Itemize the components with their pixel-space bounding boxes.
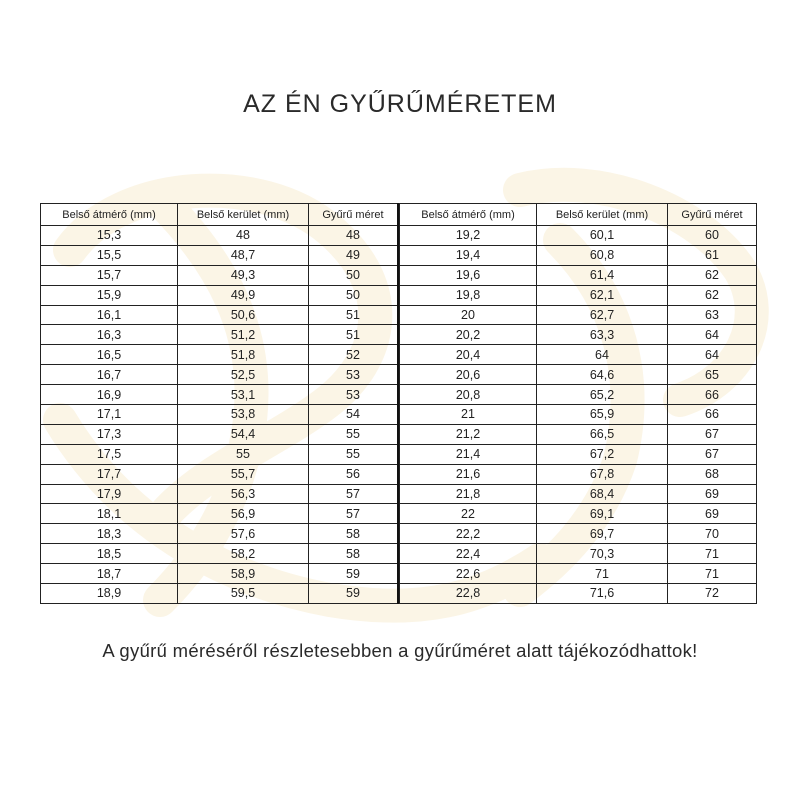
cell-ring-size: 48 (309, 226, 399, 246)
cell-ring-size: 72 (668, 584, 757, 604)
table-row (400, 564, 757, 584)
table-row (400, 405, 757, 425)
table-row (41, 524, 399, 544)
table-row (400, 584, 757, 604)
header-inner-circumference: Belső kerület (mm) (178, 204, 309, 226)
cell-inner-circumference: 67,8 (537, 464, 668, 484)
cell-ring-size: 66 (668, 385, 757, 405)
cell-inner-circumference: 71 (537, 564, 668, 584)
cell-inner-circumference: 60,8 (537, 245, 668, 265)
cell-inner-diameter: 17,9 (41, 484, 178, 504)
cell-inner-circumference: 55 (178, 444, 309, 464)
cell-ring-size: 52 (309, 345, 399, 365)
table-row (400, 484, 757, 504)
table-row (400, 285, 757, 305)
cell-ring-size: 71 (668, 544, 757, 564)
cell-inner-circumference: 60,1 (537, 226, 668, 246)
cell-inner-diameter: 17,5 (41, 444, 178, 464)
table-row (400, 345, 757, 365)
cell-inner-diameter: 19,6 (400, 265, 537, 285)
cell-ring-size: 67 (668, 424, 757, 444)
table-row (41, 504, 399, 524)
table-row (41, 305, 399, 325)
table-row (41, 285, 399, 305)
cell-inner-circumference: 51,8 (178, 345, 309, 365)
cell-ring-size: 70 (668, 524, 757, 544)
cell-inner-diameter: 22,4 (400, 544, 537, 564)
cell-inner-circumference: 61,4 (537, 265, 668, 285)
table-row (400, 504, 757, 524)
cell-ring-size: 57 (309, 504, 399, 524)
table-row (400, 385, 757, 405)
table-row (41, 444, 399, 464)
header-inner-circumference: Belső kerület (mm) (537, 204, 668, 226)
cell-ring-size: 65 (668, 365, 757, 385)
header-ring-size: Gyűrű méret (309, 204, 399, 226)
cell-inner-circumference: 52,5 (178, 365, 309, 385)
cell-ring-size: 62 (668, 285, 757, 305)
cell-inner-diameter: 22,2 (400, 524, 537, 544)
cell-ring-size: 61 (668, 245, 757, 265)
cell-inner-circumference: 59,5 (178, 584, 309, 604)
cell-inner-circumference: 48,7 (178, 245, 309, 265)
cell-inner-diameter: 18,5 (41, 544, 178, 564)
cell-ring-size: 53 (309, 365, 399, 385)
table-row (41, 245, 399, 265)
cell-inner-diameter: 16,7 (41, 365, 178, 385)
table-row (400, 424, 757, 444)
cell-inner-circumference: 65,9 (537, 405, 668, 425)
cell-inner-diameter: 21,6 (400, 464, 537, 484)
cell-ring-size: 67 (668, 444, 757, 464)
cell-inner-circumference: 67,2 (537, 444, 668, 464)
cell-inner-circumference: 55,7 (178, 464, 309, 484)
cell-ring-size: 64 (668, 325, 757, 345)
cell-inner-circumference: 71,6 (537, 584, 668, 604)
cell-inner-diameter: 20 (400, 305, 537, 325)
cell-inner-diameter: 16,5 (41, 345, 178, 365)
cell-inner-circumference: 69,7 (537, 524, 668, 544)
cell-ring-size: 63 (668, 305, 757, 325)
cell-inner-circumference: 56,3 (178, 484, 309, 504)
table-row (41, 226, 399, 246)
cell-inner-circumference: 57,6 (178, 524, 309, 544)
cell-inner-circumference: 64,6 (537, 365, 668, 385)
cell-ring-size: 59 (309, 564, 399, 584)
table-header-row (400, 204, 757, 226)
cell-inner-diameter: 19,2 (400, 226, 537, 246)
cell-inner-circumference: 58,9 (178, 564, 309, 584)
table-row (400, 524, 757, 544)
cell-ring-size: 69 (668, 504, 757, 524)
cell-inner-circumference: 49,3 (178, 265, 309, 285)
table-row (400, 365, 757, 385)
cell-inner-diameter: 18,1 (41, 504, 178, 524)
cell-inner-diameter: 19,8 (400, 285, 537, 305)
cell-inner-diameter: 21,8 (400, 484, 537, 504)
cell-ring-size: 62 (668, 265, 757, 285)
cell-inner-diameter: 22 (400, 504, 537, 524)
ring-size-table-left (40, 203, 399, 604)
table-row (41, 484, 399, 504)
cell-inner-diameter: 15,7 (41, 265, 178, 285)
cell-ring-size: 58 (309, 544, 399, 564)
cell-inner-circumference: 62,1 (537, 285, 668, 305)
cell-ring-size: 55 (309, 424, 399, 444)
table-row (41, 385, 399, 405)
header-inner-diameter: Belső átmérő (mm) (41, 204, 178, 226)
table-body-right (400, 226, 757, 604)
table-row (41, 584, 399, 604)
cell-ring-size: 49 (309, 245, 399, 265)
table-row (41, 544, 399, 564)
ring-size-tables (40, 203, 757, 604)
cell-inner-diameter: 15,5 (41, 245, 178, 265)
table-row (400, 305, 757, 325)
table-row (400, 544, 757, 564)
cell-inner-circumference: 66,5 (537, 424, 668, 444)
cell-inner-circumference: 64 (537, 345, 668, 365)
cell-inner-circumference: 49,9 (178, 285, 309, 305)
table-row (41, 345, 399, 365)
cell-inner-diameter: 22,6 (400, 564, 537, 584)
cell-inner-circumference: 70,3 (537, 544, 668, 564)
cell-inner-diameter: 18,9 (41, 584, 178, 604)
cell-inner-circumference: 53,8 (178, 405, 309, 425)
cell-inner-circumference: 68,4 (537, 484, 668, 504)
cell-inner-diameter: 17,1 (41, 405, 178, 425)
cell-inner-diameter: 18,3 (41, 524, 178, 544)
cell-inner-diameter: 15,3 (41, 226, 178, 246)
cell-inner-diameter: 21,2 (400, 424, 537, 444)
cell-inner-diameter: 16,3 (41, 325, 178, 345)
table-row (400, 265, 757, 285)
cell-ring-size: 53 (309, 385, 399, 405)
cell-inner-circumference: 65,2 (537, 385, 668, 405)
cell-ring-size: 58 (309, 524, 399, 544)
cell-inner-diameter: 17,7 (41, 464, 178, 484)
cell-inner-diameter: 20,8 (400, 385, 537, 405)
header-ring-size: Gyűrű méret (668, 204, 757, 226)
cell-inner-diameter: 16,9 (41, 385, 178, 405)
table-row (400, 325, 757, 345)
cell-ring-size: 64 (668, 345, 757, 365)
table-row (41, 564, 399, 584)
cell-inner-circumference: 63,3 (537, 325, 668, 345)
cell-inner-circumference: 53,1 (178, 385, 309, 405)
cell-inner-diameter: 20,6 (400, 365, 537, 385)
cell-inner-circumference: 56,9 (178, 504, 309, 524)
cell-inner-diameter: 16,1 (41, 305, 178, 325)
table-header-row (41, 204, 399, 226)
cell-ring-size: 56 (309, 464, 399, 484)
cell-ring-size: 51 (309, 325, 399, 345)
cell-inner-circumference: 48 (178, 226, 309, 246)
cell-ring-size: 71 (668, 564, 757, 584)
cell-inner-diameter: 15,9 (41, 285, 178, 305)
cell-inner-diameter: 21 (400, 405, 537, 425)
footer-note: A gyűrű méréséről részletesebben a gyűrűméret alatt tájékozódhattok! (102, 640, 698, 661)
ring-size-table-right (399, 203, 757, 604)
page-title: AZ ÉN GYŰRŰMÉRETEM (243, 90, 557, 118)
cell-ring-size: 66 (668, 405, 757, 425)
table-body-left (41, 226, 399, 604)
cell-inner-diameter: 18,7 (41, 564, 178, 584)
table-row (400, 464, 757, 484)
table-row (41, 325, 399, 345)
cell-ring-size: 57 (309, 484, 399, 504)
table-row (41, 365, 399, 385)
cell-ring-size: 69 (668, 484, 757, 504)
cell-inner-diameter: 20,4 (400, 345, 537, 365)
cell-ring-size: 60 (668, 226, 757, 246)
cell-ring-size: 50 (309, 265, 399, 285)
cell-ring-size: 50 (309, 285, 399, 305)
cell-ring-size: 54 (309, 405, 399, 425)
table-row (400, 226, 757, 246)
cell-inner-diameter: 21,4 (400, 444, 537, 464)
cell-ring-size: 68 (668, 464, 757, 484)
cell-ring-size: 51 (309, 305, 399, 325)
cell-inner-circumference: 69,1 (537, 504, 668, 524)
cell-inner-circumference: 62,7 (537, 305, 668, 325)
cell-inner-circumference: 54,4 (178, 424, 309, 444)
cell-inner-circumference: 58,2 (178, 544, 309, 564)
cell-inner-diameter: 17,3 (41, 424, 178, 444)
table-row (41, 464, 399, 484)
cell-inner-diameter: 22,8 (400, 584, 537, 604)
cell-inner-diameter: 20,2 (400, 325, 537, 345)
table-row (41, 424, 399, 444)
table-row (400, 245, 757, 265)
header-inner-diameter: Belső átmérő (mm) (400, 204, 537, 226)
cell-inner-circumference: 50,6 (178, 305, 309, 325)
cell-inner-diameter: 19,4 (400, 245, 537, 265)
table-row (400, 444, 757, 464)
table-row (41, 405, 399, 425)
cell-ring-size: 59 (309, 584, 399, 604)
cell-inner-circumference: 51,2 (178, 325, 309, 345)
cell-ring-size: 55 (309, 444, 399, 464)
table-row (41, 265, 399, 285)
